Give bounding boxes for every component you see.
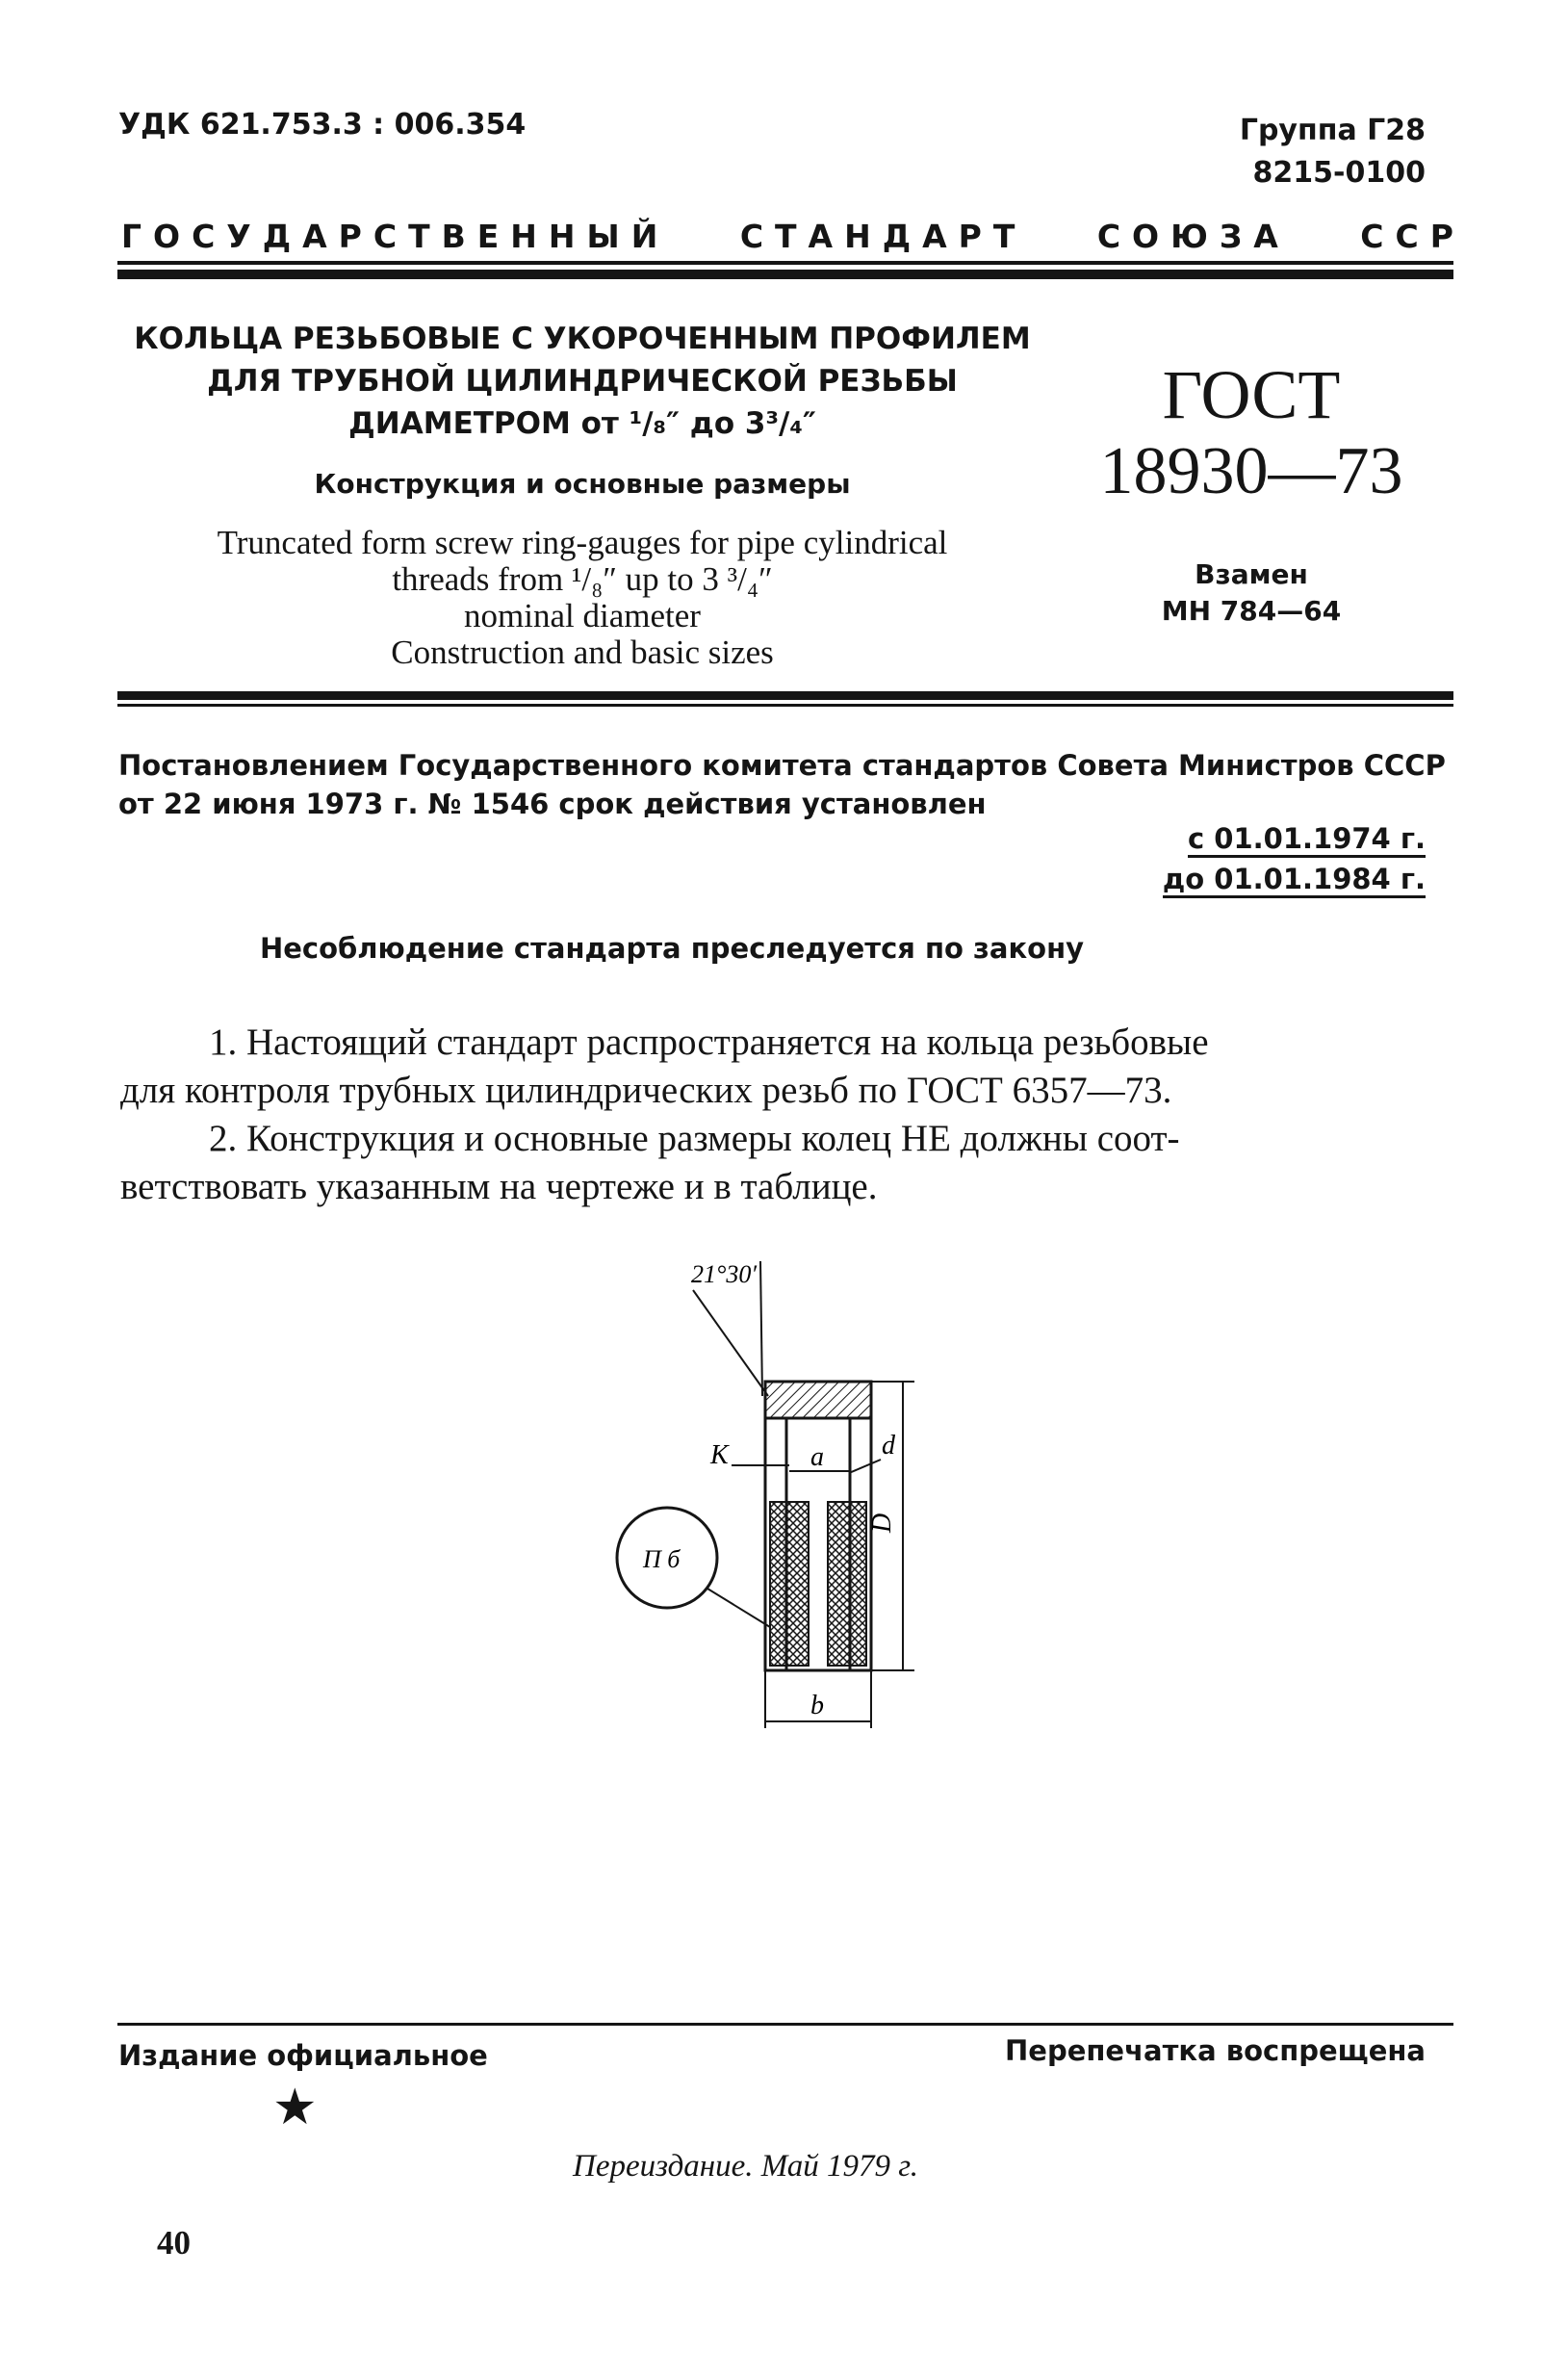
law-warning: Несоблюдение стандарта преследуется по закону	[259, 932, 1085, 965]
thread-section-right	[828, 1502, 866, 1666]
decree-line2: от 22 июня 1973 г. № 1546 срок действия установлен	[118, 788, 987, 820]
footer-rule	[117, 2023, 1453, 2026]
label-d: d	[882, 1431, 895, 1461]
replaces-value: МН 784—64	[1161, 595, 1342, 627]
reprint-prohibited: Перепечатка воспрещена	[1005, 2034, 1426, 2067]
star-icon: ★	[272, 2081, 318, 2135]
paragraph-2-line1: 2. Конструкция и основные размеры колец НЕ должны соот-	[209, 1118, 1180, 1159]
gost-label: ГОСТ	[1162, 356, 1341, 433]
paragraph-1-line1: 1. Настоящий стандарт распространяется на кольца резьбовые	[209, 1021, 1209, 1063]
title-en-line2: threads from ¹/₈″ up to 3 ³/₄″	[392, 560, 773, 598]
angle-label: 21°30′	[691, 1260, 758, 1288]
label-a: а	[810, 1442, 824, 1472]
title-rule-thin	[117, 704, 1453, 707]
angle-leader-left	[693, 1290, 768, 1396]
header-rule-thick	[117, 270, 1453, 279]
stamp-label: П б	[643, 1545, 681, 1573]
gauge-head	[765, 1382, 871, 1418]
thread-section-left	[770, 1502, 809, 1666]
header-rule-thin	[117, 261, 1453, 265]
decree-to: до 01.01.1984 г.	[1163, 863, 1426, 898]
title-en-line3: nominal diameter	[464, 597, 701, 634]
official-edition: Издание официальное	[118, 2039, 488, 2072]
ring-gauge-drawing	[597, 1242, 1001, 1762]
udk-code: УДК 621.753.3 : 006.354	[118, 108, 527, 142]
gost-number: 18930—73	[1099, 434, 1403, 508]
decree-line1: Постановлением Государственного комитета стандартов Совета Министров СССР	[118, 749, 1446, 782]
title-en-line4: Construction and basic sizes	[391, 634, 774, 671]
title-en-line1: Truncated form screw ring-gauges for pipe cylindrical	[217, 524, 948, 561]
title-ru-subtitle: Конструкция и основные размеры	[314, 468, 851, 500]
label-k: К	[710, 1440, 729, 1470]
state-standard-heading	[121, 218, 1469, 255]
replaces-label: Взамен	[1195, 558, 1308, 590]
page-number: 40	[157, 2224, 191, 2262]
group-code: Группа Г28	[1239, 114, 1426, 147]
decree-from: с 01.01.1974 г.	[1188, 822, 1426, 858]
reissue-note: Переиздание. Май 1979 г.	[573, 2149, 918, 2184]
label-D: D	[867, 1513, 897, 1533]
state-standard-text: ГОСУДАРСТВЕННЫЙ СТАНДАРТ СОЮЗА ССР	[121, 218, 1465, 255]
title-ru-line1: КОЛЬЦА РЕЗЬБОВЫЕ С УКОРОЧЕННЫМ ПРОФИЛЕМ	[134, 322, 1031, 356]
title-ru-line2: ДЛЯ ТРУБНОЙ ЦИЛИНДРИЧЕСКОЙ РЕЗЬБЫ	[207, 364, 958, 399]
angle-leader-right	[760, 1261, 762, 1396]
title-rule-thick	[117, 691, 1453, 700]
paragraph-1-line2: для контроля трубных цилиндрических резьб по ГОСТ 6357—73.	[120, 1070, 1172, 1111]
title-ru-line3: ДИАМЕТРОМ от ¹/₈″ до 3³/₄″	[348, 406, 816, 441]
stamp-leader	[707, 1589, 770, 1627]
paragraph-2-line2: ветствовать указанным на чертеже и в таблице.	[120, 1166, 878, 1207]
label-b: b	[810, 1691, 824, 1720]
okp-code: 8215-0100	[1252, 156, 1426, 190]
d-leader	[849, 1460, 881, 1473]
